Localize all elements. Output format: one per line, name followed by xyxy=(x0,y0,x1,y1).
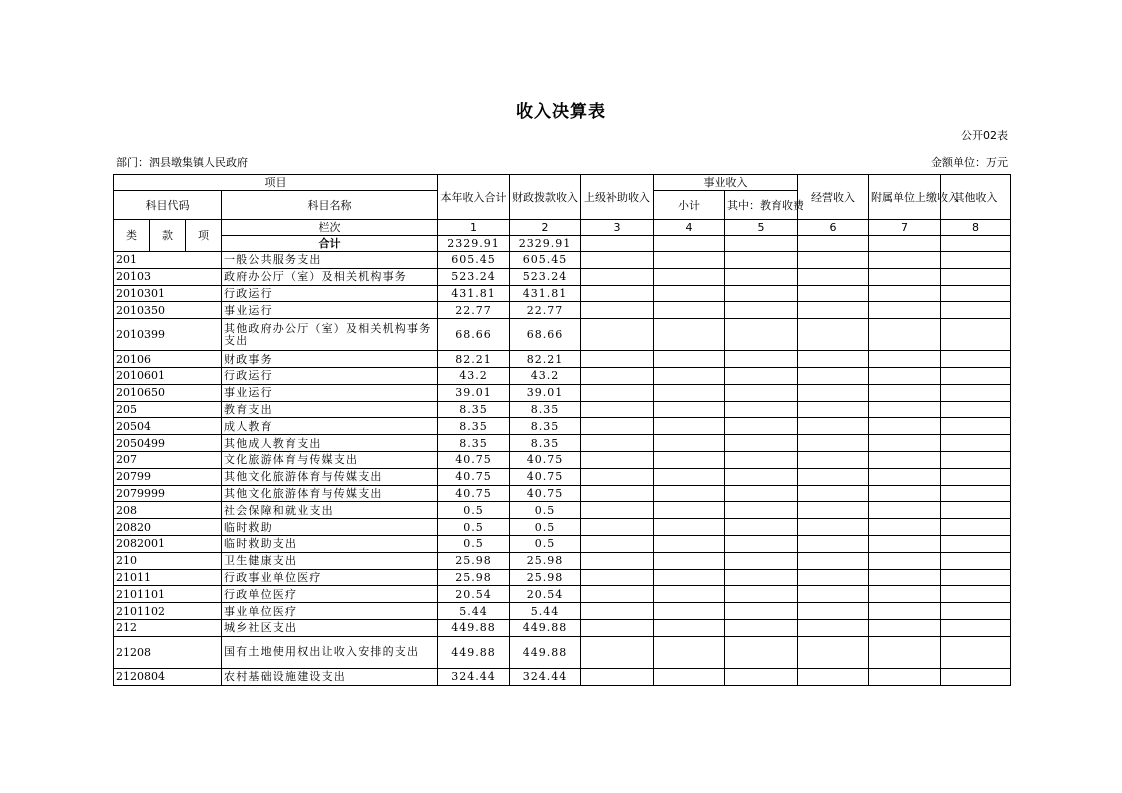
total-income-cell: 20.54 xyxy=(438,586,510,603)
affiliated-income-cell xyxy=(869,502,941,519)
operating-income-cell xyxy=(798,603,869,620)
superior-subsidy-cell xyxy=(581,519,654,536)
total-label: 合计 xyxy=(222,236,438,252)
operating-income-cell xyxy=(798,367,869,384)
header-business-income: 事业收入 xyxy=(654,175,798,191)
subject-name: 其他政府办公厅（室）及相关机构事务支出 xyxy=(222,319,438,351)
subject-code: 21011 xyxy=(114,569,222,586)
operating-income-cell xyxy=(798,285,869,302)
business-subtotal-cell xyxy=(654,586,725,603)
total-income-cell: 39.01 xyxy=(438,384,510,401)
subject-code: 210 xyxy=(114,552,222,569)
education-fee-cell xyxy=(725,603,798,620)
table-row xyxy=(114,268,1011,285)
education-fee-cell xyxy=(725,502,798,519)
business-subtotal-cell xyxy=(654,351,725,368)
total-income-cell: 605.45 xyxy=(438,252,510,269)
header-education-fee: 其中：教育收费 xyxy=(725,191,798,220)
col-index: 5 xyxy=(725,220,798,236)
table-row xyxy=(114,285,1011,302)
fiscal-appropriation-cell: 82.21 xyxy=(510,351,581,368)
fiscal-appropriation-cell: 8.35 xyxy=(510,435,581,452)
col-index: 7 xyxy=(869,220,941,236)
affiliated-income-cell xyxy=(869,586,941,603)
table-row xyxy=(114,351,1011,368)
subject-code: 2010601 xyxy=(114,367,222,384)
fiscal-appropriation-cell: 25.98 xyxy=(510,569,581,586)
total-income-cell: 0.5 xyxy=(438,502,510,519)
subject-name: 社会保障和就业支出 xyxy=(222,502,438,519)
other-income-cell xyxy=(941,384,1011,401)
table-body xyxy=(114,252,1011,686)
other-income-cell xyxy=(941,268,1011,285)
fiscal-appropriation-cell: 40.75 xyxy=(510,451,581,468)
fiscal-appropriation-cell: 0.5 xyxy=(510,502,581,519)
subject-name: 一般公共服务支出 xyxy=(222,252,438,269)
education-fee-cell xyxy=(725,668,798,685)
header-total-income: 本年收入合计 xyxy=(438,175,510,220)
superior-subsidy-cell xyxy=(581,502,654,519)
total-income-cell: 0.5 xyxy=(438,535,510,552)
subject-code: 2079999 xyxy=(114,485,222,502)
affiliated-income-cell xyxy=(869,603,941,620)
business-subtotal-cell xyxy=(654,668,725,685)
other-income-cell xyxy=(941,636,1011,668)
other-income-cell xyxy=(941,603,1011,620)
table-row xyxy=(114,535,1011,552)
education-fee-cell xyxy=(725,252,798,269)
business-subtotal-cell xyxy=(654,367,725,384)
fiscal-appropriation-cell: 25.98 xyxy=(510,552,581,569)
header-operating-income: 经营收入 xyxy=(798,175,869,220)
superior-subsidy-cell xyxy=(581,619,654,636)
business-subtotal-cell xyxy=(654,535,725,552)
education-fee-cell xyxy=(725,384,798,401)
superior-subsidy-cell xyxy=(581,552,654,569)
col-index: 1 xyxy=(438,220,510,236)
page-title: 收入决算表 xyxy=(516,102,606,122)
fiscal-appropriation-cell: 523.24 xyxy=(510,268,581,285)
table-row xyxy=(114,252,1011,269)
subject-name: 政府办公厅（室）及相关机构事务 xyxy=(222,268,438,285)
table-row xyxy=(114,619,1011,636)
table-row xyxy=(114,603,1011,620)
table-row xyxy=(114,451,1011,468)
education-fee-cell xyxy=(725,468,798,485)
superior-subsidy-cell xyxy=(581,451,654,468)
business-subtotal-cell xyxy=(654,418,725,435)
subject-name: 临时救助 xyxy=(222,519,438,536)
affiliated-income-cell xyxy=(869,401,941,418)
education-fee-cell xyxy=(725,636,798,668)
subject-name: 临时救助支出 xyxy=(222,535,438,552)
superior-subsidy-cell xyxy=(581,569,654,586)
other-income-cell xyxy=(941,586,1011,603)
affiliated-income-cell xyxy=(869,535,941,552)
col-index: 4 xyxy=(654,220,725,236)
business-subtotal-cell xyxy=(654,319,725,351)
subject-name: 其他文化旅游体育与传媒支出 xyxy=(222,485,438,502)
other-income-cell xyxy=(941,519,1011,536)
operating-income-cell xyxy=(798,302,869,319)
total-income-cell: 25.98 xyxy=(438,569,510,586)
fiscal-appropriation-cell: 40.75 xyxy=(510,468,581,485)
education-fee-cell xyxy=(725,619,798,636)
subject-name: 行政单位医疗 xyxy=(222,586,438,603)
operating-income-cell xyxy=(798,535,869,552)
fiscal-appropriation-cell: 22.77 xyxy=(510,302,581,319)
table-row xyxy=(114,668,1011,685)
total-income-cell: 449.88 xyxy=(438,636,510,668)
superior-subsidy-cell xyxy=(581,268,654,285)
operating-income-cell xyxy=(798,502,869,519)
total-income-cell: 43.2 xyxy=(438,367,510,384)
total-income-cell: 324.44 xyxy=(438,668,510,685)
total-income-cell: 82.21 xyxy=(438,351,510,368)
affiliated-income-cell xyxy=(869,569,941,586)
fiscal-appropriation-cell: 8.35 xyxy=(510,401,581,418)
affiliated-income-cell xyxy=(869,384,941,401)
business-subtotal-cell xyxy=(654,502,725,519)
header-subtotal: 小计 xyxy=(654,191,725,220)
header-fiscal-appropriation: 财政拨款收入 xyxy=(510,175,581,220)
subject-name: 行政事业单位医疗 xyxy=(222,569,438,586)
education-fee-cell xyxy=(725,418,798,435)
other-income-cell xyxy=(941,351,1011,368)
other-income-cell xyxy=(941,418,1011,435)
other-income-cell xyxy=(941,535,1011,552)
total-income-cell: 25.98 xyxy=(438,552,510,569)
subject-code: 2120804 xyxy=(114,668,222,685)
education-fee-cell xyxy=(725,451,798,468)
total-income-cell: 431.81 xyxy=(438,285,510,302)
total-income-cell: 449.88 xyxy=(438,619,510,636)
affiliated-income-cell xyxy=(869,485,941,502)
operating-income-cell xyxy=(798,569,869,586)
other-income-cell xyxy=(941,252,1011,269)
superior-subsidy-cell xyxy=(581,603,654,620)
other-income-cell xyxy=(941,401,1011,418)
other-income-cell xyxy=(941,319,1011,351)
education-fee-cell xyxy=(725,535,798,552)
superior-subsidy-cell xyxy=(581,586,654,603)
operating-income-cell xyxy=(798,268,869,285)
total-income-cell: 40.75 xyxy=(438,451,510,468)
other-income-cell xyxy=(941,367,1011,384)
education-fee-cell xyxy=(725,552,798,569)
subject-name: 教育支出 xyxy=(222,401,438,418)
affiliated-income-cell xyxy=(869,319,941,351)
other-income-cell xyxy=(941,485,1011,502)
education-fee-cell xyxy=(725,351,798,368)
total-income-cell: 8.35 xyxy=(438,418,510,435)
total-income-cell: 22.77 xyxy=(438,302,510,319)
subject-name: 成人教育 xyxy=(222,418,438,435)
income-statement-table xyxy=(113,174,1011,686)
superior-subsidy-cell xyxy=(581,418,654,435)
subject-name: 文化旅游体育与传媒支出 xyxy=(222,451,438,468)
header-subject-name: 科目名称 xyxy=(222,191,438,220)
subject-name: 事业运行 xyxy=(222,302,438,319)
table-row xyxy=(114,586,1011,603)
fiscal-appropriation-cell: 8.35 xyxy=(510,418,581,435)
other-income-cell xyxy=(941,619,1011,636)
operating-income-cell xyxy=(798,619,869,636)
operating-income-cell xyxy=(798,401,869,418)
superior-subsidy-cell xyxy=(581,668,654,685)
business-subtotal-cell xyxy=(654,302,725,319)
operating-income-cell xyxy=(798,451,869,468)
business-subtotal-cell xyxy=(654,569,725,586)
subject-name: 事业单位医疗 xyxy=(222,603,438,620)
affiliated-income-cell xyxy=(869,468,941,485)
table-row xyxy=(114,319,1011,351)
header-xiang: 项 xyxy=(186,220,222,252)
fiscal-appropriation-cell: 449.88 xyxy=(510,636,581,668)
superior-subsidy-cell xyxy=(581,252,654,269)
table-row xyxy=(114,401,1011,418)
subject-code: 20799 xyxy=(114,468,222,485)
total-income-cell: 523.24 xyxy=(438,268,510,285)
affiliated-income-cell xyxy=(869,302,941,319)
affiliated-income-cell xyxy=(869,252,941,269)
fiscal-appropriation-cell: 324.44 xyxy=(510,668,581,685)
education-fee-cell xyxy=(725,519,798,536)
affiliated-income-cell xyxy=(869,435,941,452)
business-subtotal-cell xyxy=(654,603,725,620)
table-row xyxy=(114,302,1011,319)
education-fee-cell xyxy=(725,285,798,302)
subject-code: 2050499 xyxy=(114,435,222,452)
business-subtotal-cell xyxy=(654,401,725,418)
total-income-cell: 8.35 xyxy=(438,435,510,452)
business-subtotal-cell xyxy=(654,519,725,536)
business-subtotal-cell xyxy=(654,636,725,668)
education-fee-cell xyxy=(725,367,798,384)
affiliated-income-cell xyxy=(869,636,941,668)
total-fiscal-value: 2329.91 xyxy=(510,236,581,252)
education-fee-cell xyxy=(725,586,798,603)
subject-name: 行政运行 xyxy=(222,367,438,384)
subject-name: 其他文化旅游体育与传媒支出 xyxy=(222,468,438,485)
header-superior-subsidy: 上级补助收入 xyxy=(581,175,654,220)
subject-code: 2010301 xyxy=(114,285,222,302)
business-subtotal-cell xyxy=(654,468,725,485)
operating-income-cell xyxy=(798,384,869,401)
fiscal-appropriation-cell: 431.81 xyxy=(510,285,581,302)
business-subtotal-cell xyxy=(654,619,725,636)
fiscal-appropriation-cell: 68.66 xyxy=(510,319,581,351)
subject-code: 212 xyxy=(114,619,222,636)
col-index: 6 xyxy=(798,220,869,236)
operating-income-cell xyxy=(798,319,869,351)
superior-subsidy-cell xyxy=(581,485,654,502)
header-other-income: 其他收入 xyxy=(941,175,1011,220)
operating-income-cell xyxy=(798,468,869,485)
operating-income-cell xyxy=(798,586,869,603)
affiliated-income-cell xyxy=(869,668,941,685)
affiliated-income-cell xyxy=(869,451,941,468)
fiscal-appropriation-cell: 43.2 xyxy=(510,367,581,384)
affiliated-income-cell xyxy=(869,367,941,384)
header-kuan: 款 xyxy=(150,220,186,252)
other-income-cell xyxy=(941,502,1011,519)
header-affiliated-income: 附属单位上缴收入 xyxy=(869,175,941,220)
col-index: 3 xyxy=(581,220,654,236)
superior-subsidy-cell xyxy=(581,285,654,302)
fiscal-appropriation-cell: 0.5 xyxy=(510,535,581,552)
fiscal-appropriation-cell: 605.45 xyxy=(510,252,581,269)
fiscal-appropriation-cell: 39.01 xyxy=(510,384,581,401)
table-row xyxy=(114,384,1011,401)
subject-code: 2010350 xyxy=(114,302,222,319)
total-income-cell: 40.75 xyxy=(438,485,510,502)
business-subtotal-cell xyxy=(654,485,725,502)
business-subtotal-cell xyxy=(654,552,725,569)
operating-income-cell xyxy=(798,668,869,685)
table-row xyxy=(114,485,1011,502)
subject-code: 2101102 xyxy=(114,603,222,620)
business-subtotal-cell xyxy=(654,451,725,468)
business-subtotal-cell xyxy=(654,285,725,302)
total-income-cell: 0.5 xyxy=(438,519,510,536)
subject-code: 20820 xyxy=(114,519,222,536)
education-fee-cell xyxy=(725,485,798,502)
operating-income-cell xyxy=(798,351,869,368)
fiscal-appropriation-cell: 40.75 xyxy=(510,485,581,502)
subject-name: 其他成人教育支出 xyxy=(222,435,438,452)
affiliated-income-cell xyxy=(869,285,941,302)
operating-income-cell xyxy=(798,435,869,452)
subject-code: 208 xyxy=(114,502,222,519)
fiscal-appropriation-cell: 5.44 xyxy=(510,603,581,620)
business-subtotal-cell xyxy=(654,252,725,269)
table-row xyxy=(114,418,1011,435)
subject-name: 卫生健康支出 xyxy=(222,552,438,569)
superior-subsidy-cell xyxy=(581,636,654,668)
subject-code: 2010399 xyxy=(114,319,222,351)
other-income-cell xyxy=(941,302,1011,319)
total-income-cell: 5.44 xyxy=(438,603,510,620)
operating-income-cell xyxy=(798,636,869,668)
header-lei: 类 xyxy=(114,220,150,252)
department-label: 部门：泗县墩集镇人民政府 xyxy=(116,156,248,169)
subject-name: 农村基础设施建设支出 xyxy=(222,668,438,685)
table-row xyxy=(114,468,1011,485)
fiscal-appropriation-cell: 449.88 xyxy=(510,619,581,636)
total-income-cell: 68.66 xyxy=(438,319,510,351)
education-fee-cell xyxy=(725,268,798,285)
superior-subsidy-cell xyxy=(581,367,654,384)
amount-unit-label: 金额单位：万元 xyxy=(931,156,1008,169)
education-fee-cell xyxy=(725,319,798,351)
table-row xyxy=(114,552,1011,569)
table-row xyxy=(114,367,1011,384)
other-income-cell xyxy=(941,435,1011,452)
operating-income-cell xyxy=(798,552,869,569)
other-income-cell xyxy=(941,569,1011,586)
subject-code: 20106 xyxy=(114,351,222,368)
affiliated-income-cell xyxy=(869,552,941,569)
superior-subsidy-cell xyxy=(581,535,654,552)
operating-income-cell xyxy=(798,418,869,435)
education-fee-cell xyxy=(725,302,798,319)
header-item: 项目 xyxy=(114,175,438,191)
education-fee-cell xyxy=(725,435,798,452)
subject-code: 2082001 xyxy=(114,535,222,552)
subject-code: 20504 xyxy=(114,418,222,435)
col-index: 8 xyxy=(941,220,1011,236)
table-row xyxy=(114,435,1011,452)
affiliated-income-cell xyxy=(869,268,941,285)
form-number: 公开02表 xyxy=(961,129,1008,142)
subject-code: 205 xyxy=(114,401,222,418)
subject-name: 财政事务 xyxy=(222,351,438,368)
superior-subsidy-cell xyxy=(581,468,654,485)
header-subject-code: 科目代码 xyxy=(114,191,222,220)
superior-subsidy-cell xyxy=(581,319,654,351)
business-subtotal-cell xyxy=(654,435,725,452)
subject-code: 2101101 xyxy=(114,586,222,603)
col-index: 2 xyxy=(510,220,581,236)
operating-income-cell xyxy=(798,519,869,536)
affiliated-income-cell xyxy=(869,418,941,435)
operating-income-cell xyxy=(798,252,869,269)
total-income-cell: 40.75 xyxy=(438,468,510,485)
business-subtotal-cell xyxy=(654,384,725,401)
other-income-cell xyxy=(941,668,1011,685)
superior-subsidy-cell xyxy=(581,302,654,319)
education-fee-cell xyxy=(725,569,798,586)
superior-subsidy-cell xyxy=(581,401,654,418)
subject-name: 城乡社区支出 xyxy=(222,619,438,636)
other-income-cell xyxy=(941,552,1011,569)
total-income-cell: 8.35 xyxy=(438,401,510,418)
table-row xyxy=(114,636,1011,668)
affiliated-income-cell xyxy=(869,351,941,368)
superior-subsidy-cell xyxy=(581,351,654,368)
superior-subsidy-cell xyxy=(581,435,654,452)
total-income-value: 2329.91 xyxy=(438,236,510,252)
education-fee-cell xyxy=(725,401,798,418)
other-income-cell xyxy=(941,468,1011,485)
table-row xyxy=(114,569,1011,586)
business-subtotal-cell xyxy=(654,268,725,285)
subject-code: 20103 xyxy=(114,268,222,285)
subject-name: 事业运行 xyxy=(222,384,438,401)
subject-name: 国有土地使用权出让收入安排的支出 xyxy=(222,636,438,668)
subject-code: 207 xyxy=(114,451,222,468)
other-income-cell xyxy=(941,451,1011,468)
table-row xyxy=(114,519,1011,536)
affiliated-income-cell xyxy=(869,619,941,636)
subject-name: 行政运行 xyxy=(222,285,438,302)
superior-subsidy-cell xyxy=(581,384,654,401)
fiscal-appropriation-cell: 0.5 xyxy=(510,519,581,536)
header-column-no: 栏次 xyxy=(222,220,438,236)
subject-code: 201 xyxy=(114,252,222,269)
affiliated-income-cell xyxy=(869,519,941,536)
other-income-cell xyxy=(941,285,1011,302)
fiscal-appropriation-cell: 20.54 xyxy=(510,586,581,603)
table-row xyxy=(114,502,1011,519)
subject-code: 2010650 xyxy=(114,384,222,401)
operating-income-cell xyxy=(798,485,869,502)
subject-code: 21208 xyxy=(114,636,222,668)
